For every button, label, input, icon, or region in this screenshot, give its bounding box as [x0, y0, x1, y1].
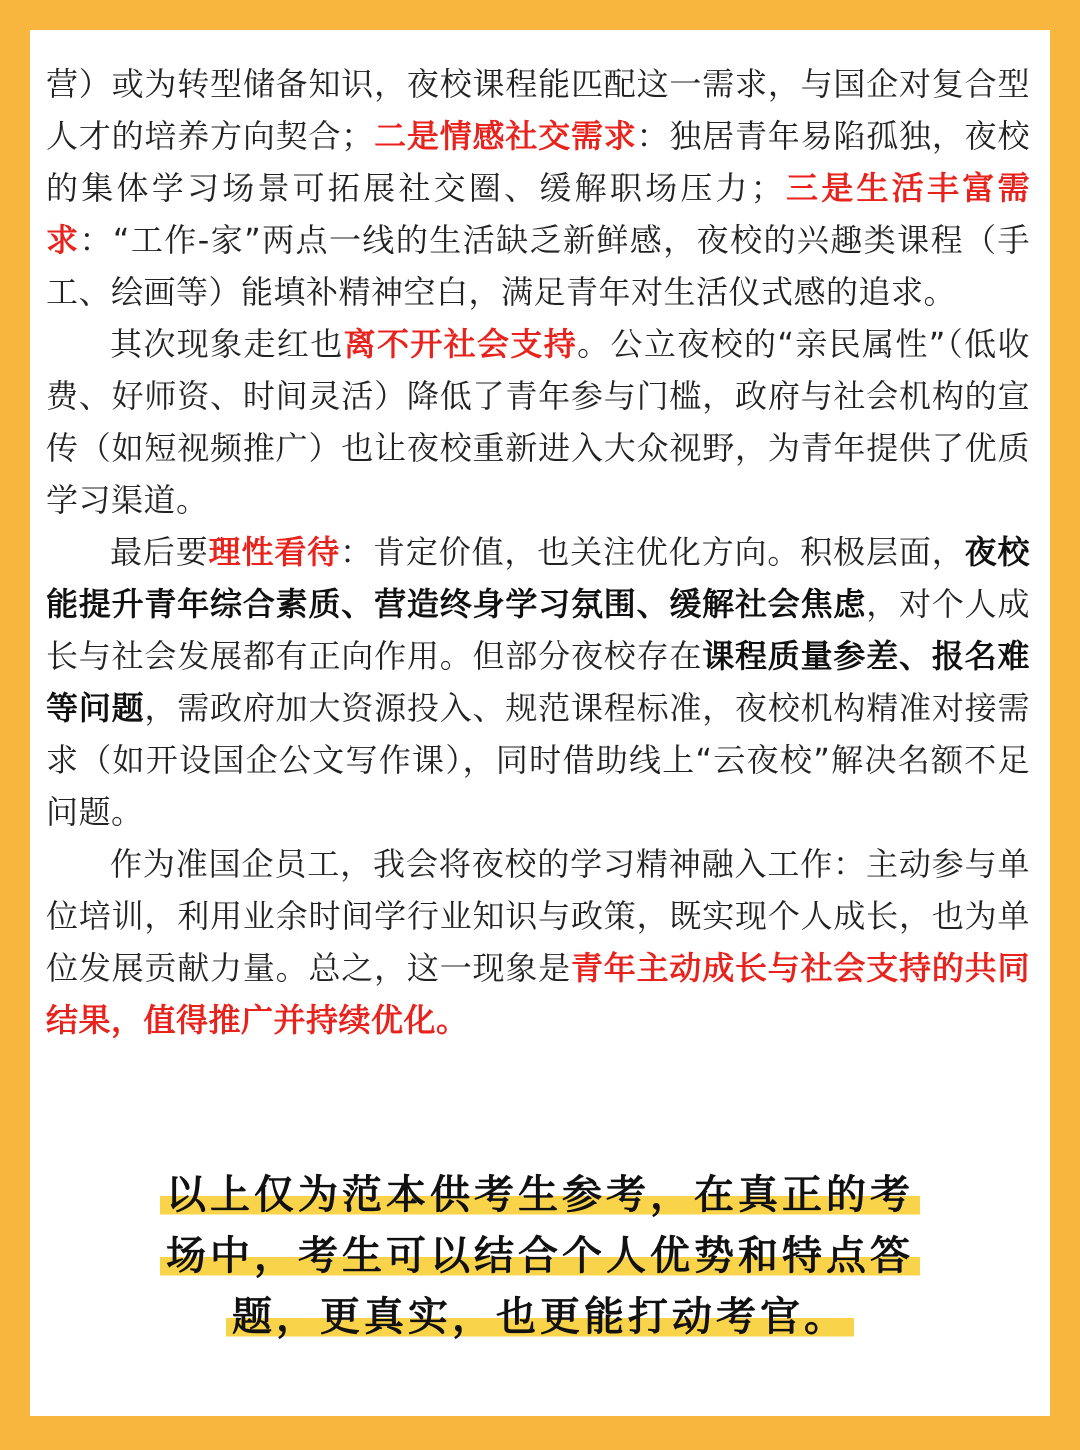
p3-highlight-rational-view: 理性看待 [208, 533, 341, 571]
footer-line-1: 以上仅为范本供考生参考，在真正的考 [160, 1172, 920, 1218]
p3-text-a: 最后要 [110, 533, 209, 571]
p3-text-e: ，对个人成长与社会发展都有正向作用。但部分夜校存在 [46, 585, 1030, 675]
p1-text-a: 营）或为转型储备知识，夜校课程能匹配这一需求，与国企对复合型人才的培养方向契合； [46, 65, 1030, 155]
p1-text-c: ：独居青年易陷孤独，夜校的集体学习场景可拓展社交圈、缓解职场压力； [46, 117, 1030, 207]
p4-highlight-conclusion: 青年主动成长与社会支持的共同结果，值得推广并持续优化。 [46, 949, 1030, 1039]
content-card [30, 30, 1050, 1416]
p2-text-a: 其次现象走红也 [110, 325, 344, 363]
p1-highlight-social-needs: 二是情感社交需求 [373, 117, 637, 155]
p3-text-g: ，需政府加大资源投入、规范课程标准，夜校机构精准对接需求（如开设国企公文写作课），同时借助线上“云夜校”解决名额不足问题。 [46, 689, 1030, 831]
p3-text-c: ：肯定价值，也关注优化方向。积极层面， [340, 533, 965, 571]
essay-body [46, 58, 1030, 1046]
p1-highlight-life-needs: 三是生活丰富需求 [46, 169, 1030, 259]
p3-bold-problems: 课程质量参差、报名难等问题 [46, 637, 1030, 727]
p2-highlight-social-support: 离不开社会支持 [343, 325, 578, 363]
paragraph-2 [46, 318, 1030, 526]
footer-note [120, 1165, 960, 1348]
p1-text-e: ：“工作-家”两点一线的生活缺乏新鲜感，夜校的兴趣类课程（手工、绘画等）能填补精神空白，满足青年对生活仪式感的追求。 [46, 221, 1030, 311]
footer-line-3: 题，更真实，也更能打动考官。 [226, 1294, 854, 1340]
p2-text-c: 。公立夜校的“亲民属性”（低收费、好师资、时间灵活）降低了青年参与门槛，政府与社会机构的宣传（如短视频推广）也让夜校重新进入大众视野，为青年提供了优质学习渠道。 [46, 325, 1030, 519]
p4-text-a: 作为准国企员工，我会将夜校的学习精神融入工作：主动参与单位培训，利用业余时间学行业知识与政策，既实现个人成长，也为单位发展贡献力量。总之，这一现象是 [46, 845, 1030, 987]
paragraph-3 [46, 526, 1030, 838]
p3-bold-benefits: 夜校能提升青年综合素质、营造终身学习氛围、缓解社会焦虑 [46, 533, 1030, 623]
footer-line-2: 场中，考生可以结合个人优势和特点答 [160, 1233, 920, 1279]
paragraph-4 [46, 838, 1030, 1046]
paragraph-1 [46, 58, 1030, 318]
